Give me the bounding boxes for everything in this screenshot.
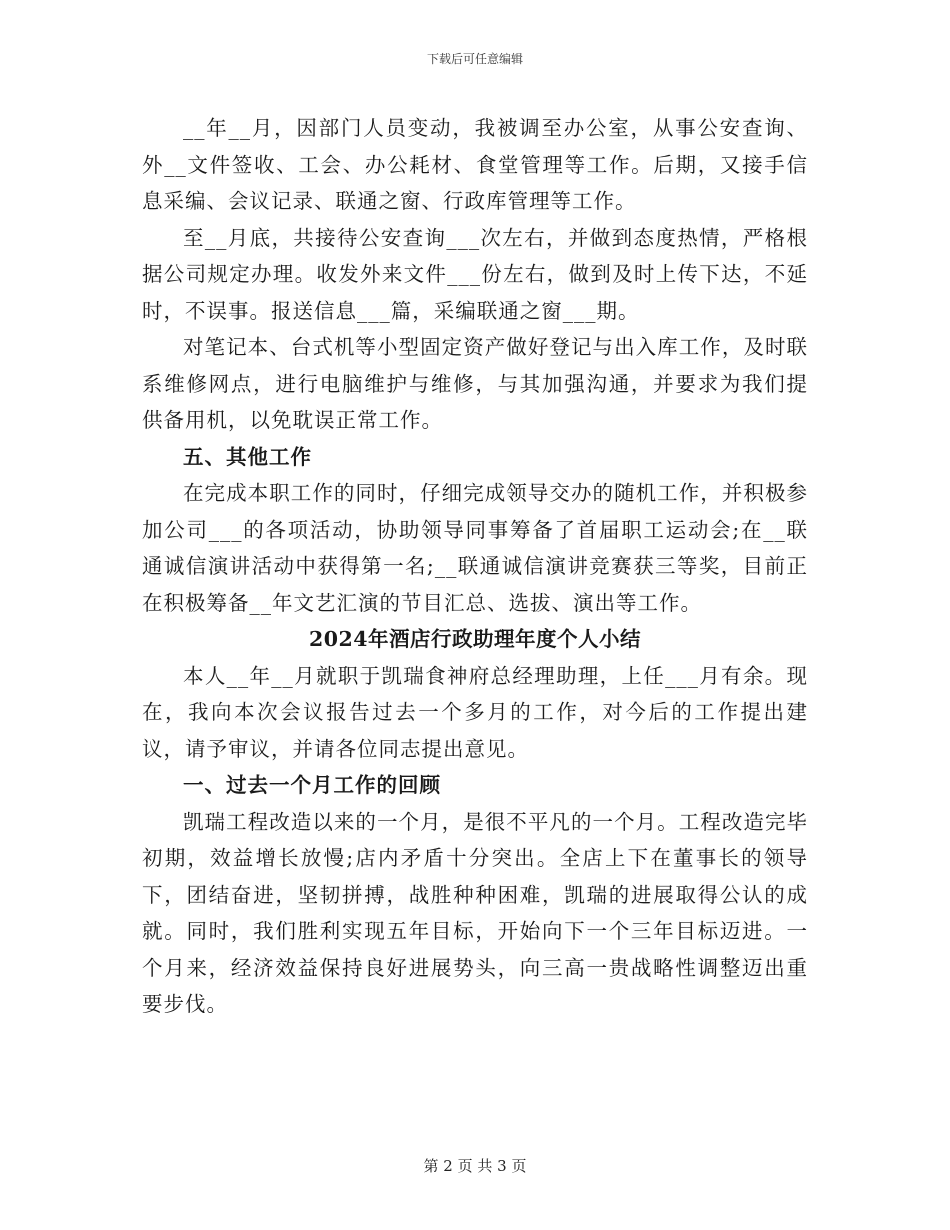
document-body bbox=[142, 110, 808, 1023]
paragraph-reception-stats: 至__月底，共接待公安查询___次左右，并做到态度热情，严格根据公司规定办理。收发外来文件___份左右，做到及时上传下达，不延时，不误事。报送信息___篇，采编联通之窗___期。 bbox=[142, 225, 808, 323]
paragraph-asset-management: 对笔记本、台式机等小型固定资产做好登记与出入库工作，及时联系维修网点，进行电脑维护与维修，与其加强沟通，并要求为我们提供备用机，以免耽误正常工作。 bbox=[142, 335, 808, 432]
document-title: 2024年酒店行政助理年度个人小结 bbox=[308, 627, 642, 651]
section-heading-review: 一、过去一个月工作的回顾 bbox=[183, 773, 441, 797]
paragraph-introduction: 本人__年__月就职于凯瑞食神府总经理助理，上任___月有余。现在，我向本次会议报告过去一个多月的工作，对今后的工作提出建议，请予审议，并请各位同志提出意见。 bbox=[142, 663, 808, 761]
paragraph-review: 凯瑞工程改造以来的一个月，是很不平凡的一个月。工程改造完毕初期，效益增长放慢;店内矛盾十分突出。全店上下在董事长的领导下，团结奋进，坚韧拼搏，战胜种种困难，凯瑞的进展取得公认的成就。同时，我们胜利实现五年目标，开始向下一个三年目标迈进。一个月来，经济效益保持良好进展势头，向三高一贵战略性调整迈出重要步伐。 bbox=[142, 809, 808, 1016]
page-footer: 第 2 页 共 3 页 bbox=[423, 1157, 527, 1175]
paragraph-office-transfer: __年__月，因部门人员变动，我被调至办公室，从事公安查询、外__文件签收、工会、办公耗材、食堂管理等工作。后期，又接手信息采编、会议记录、联通之窗、行政库管理等工作。 bbox=[142, 116, 808, 213]
paragraph-other-work: 在完成本职工作的同时，仔细完成领导交办的随机工作，并积极参加公司___的各项活动，协助领导同事筹备了首届职工运动会;在__联通诚信演讲活动中获得第一名;__联通诚信演讲竞赛获三等奖，目前正在积极筹备__年文艺汇演的节目汇总、选拔、演出等工作。 bbox=[142, 481, 808, 615]
page-header: 下载后可任意编辑 bbox=[426, 52, 523, 66]
section-heading-other-work: 五、其他工作 bbox=[183, 444, 312, 469]
